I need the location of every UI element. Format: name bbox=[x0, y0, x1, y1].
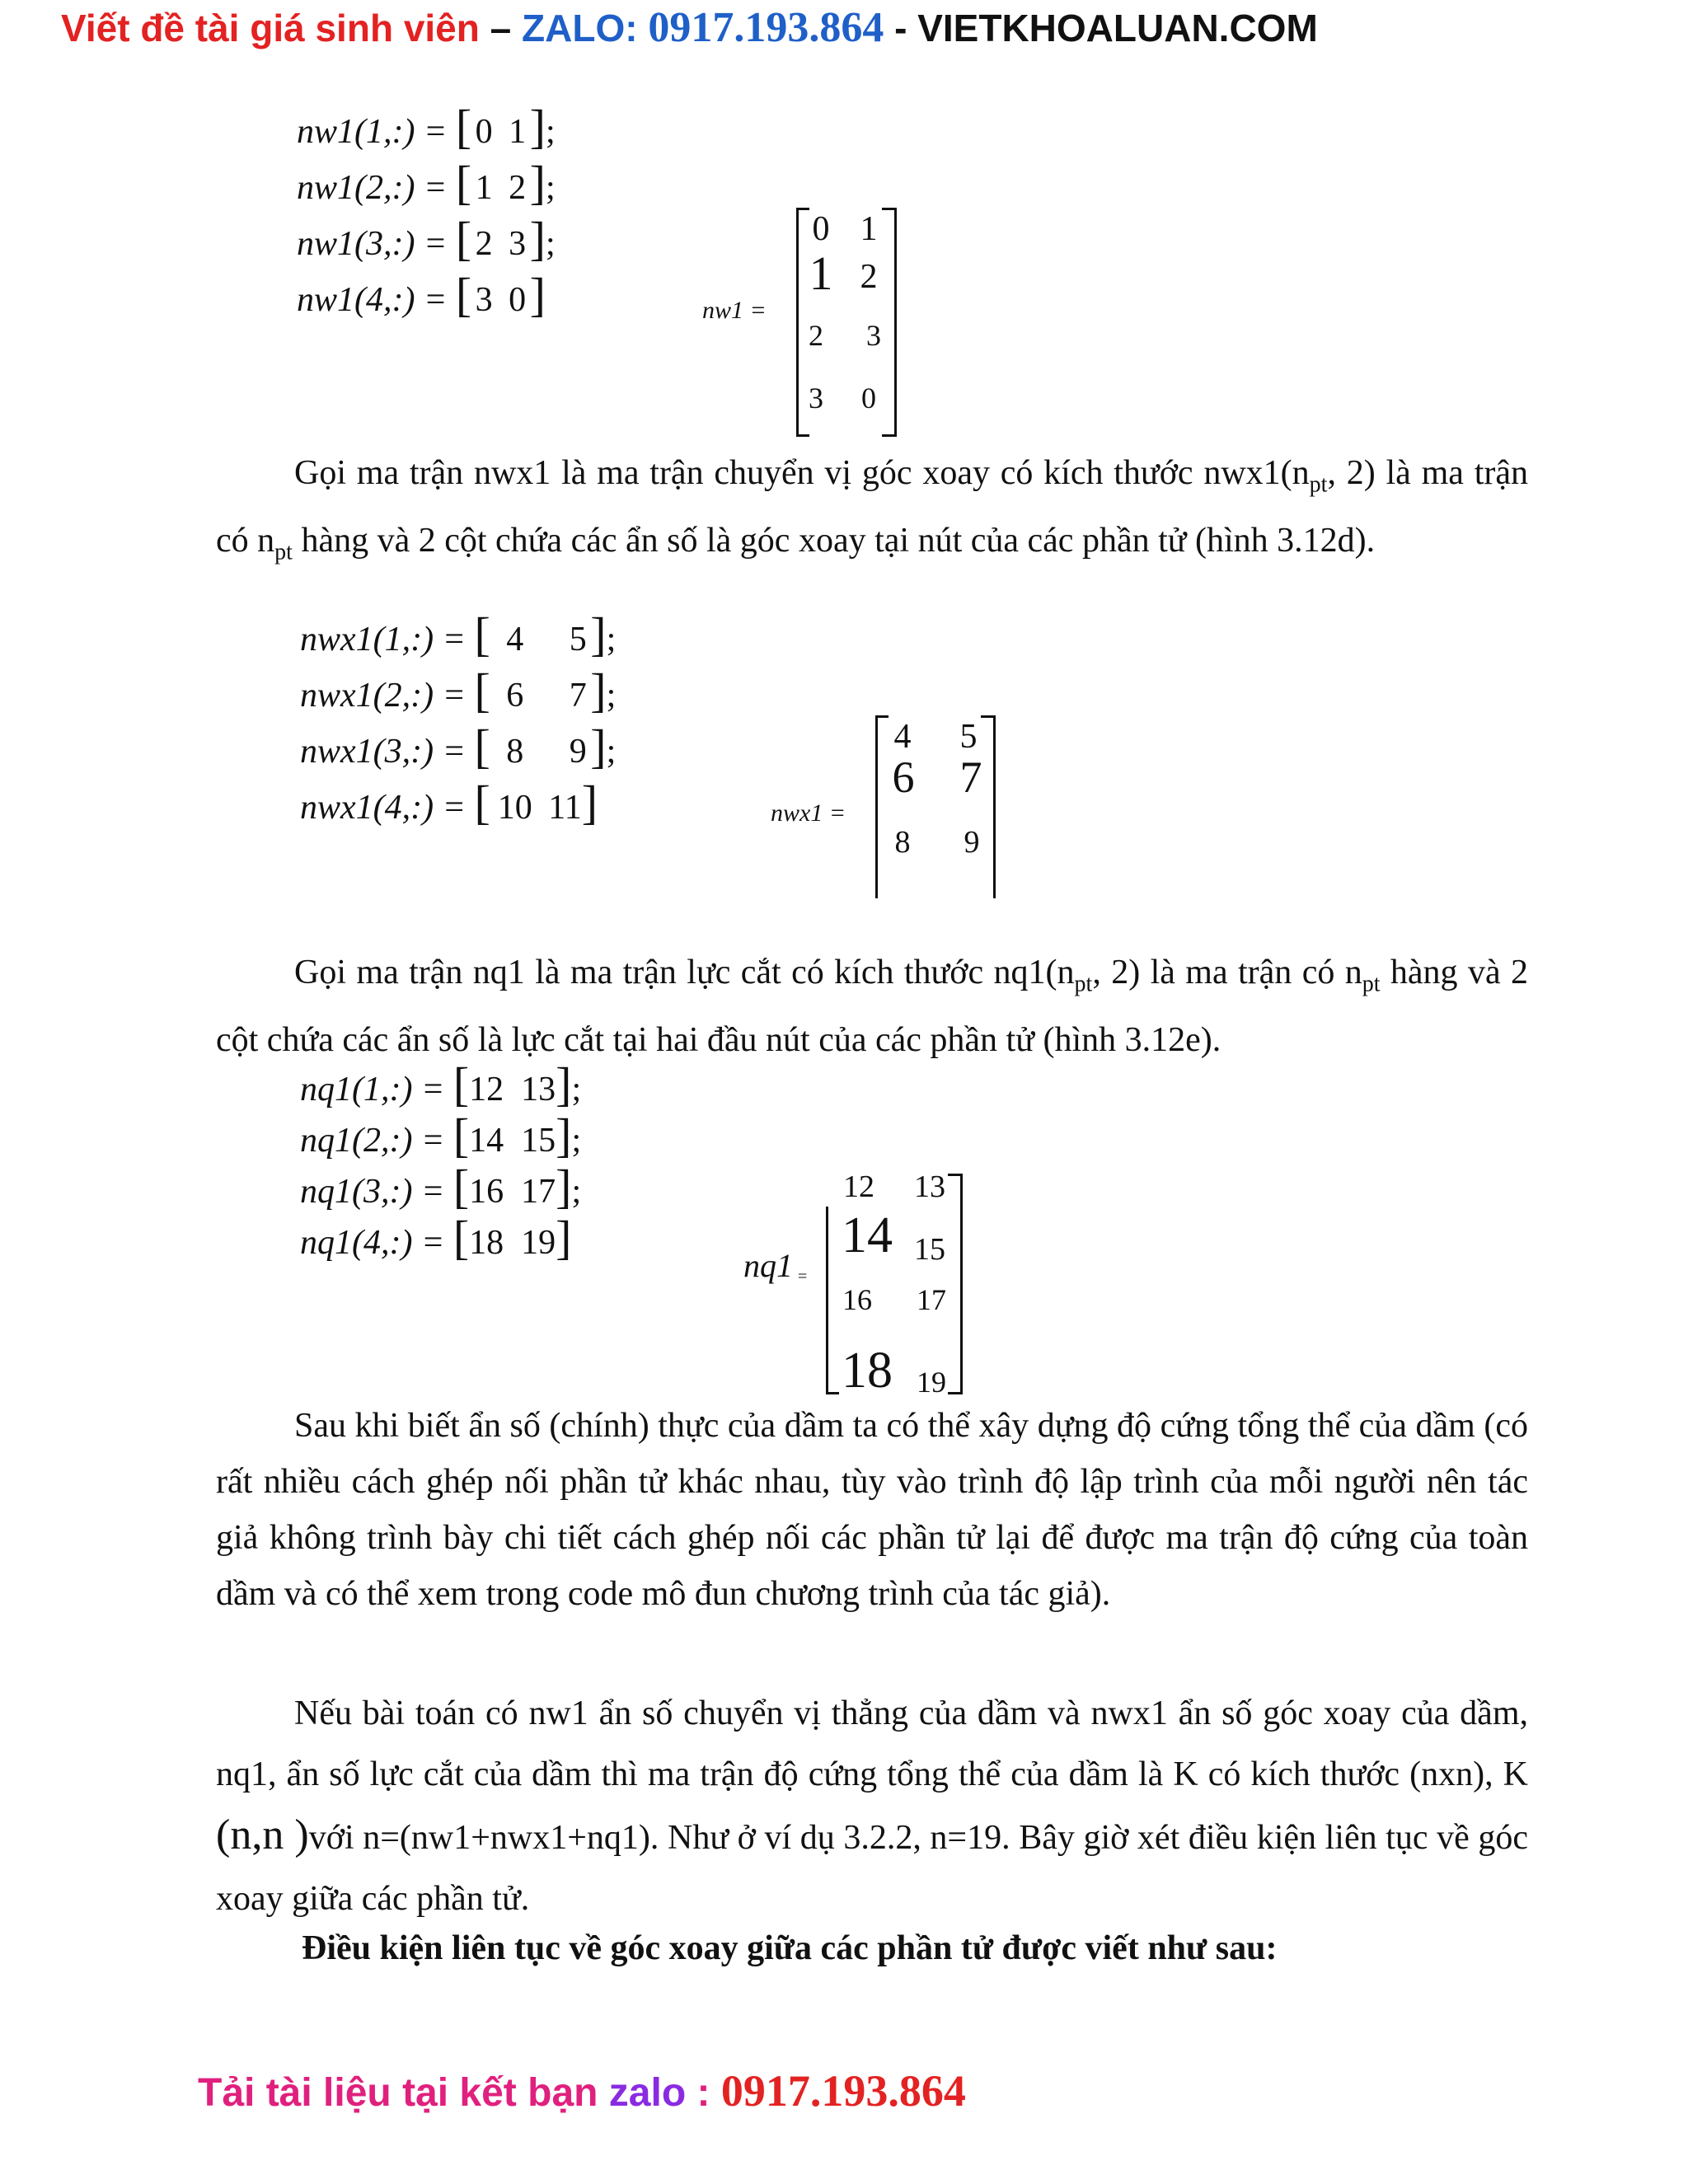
header-separator: – bbox=[479, 7, 523, 49]
matrix-cell: 5 bbox=[959, 718, 978, 756]
nwx1-row-2: nwx1(2,:) = [ 6 7]; bbox=[300, 663, 617, 717]
nw1-row-1: nw1(1,:) = [ 0 1]; bbox=[297, 100, 556, 153]
footer-text: Tải tài liệu tại kết bạn bbox=[198, 2071, 609, 2115]
matrix-cell: 9 bbox=[964, 825, 980, 860]
header-website: VIETKHOALUAN.COM bbox=[917, 7, 1318, 49]
nq1-row-3: nq1(3,:) = [16 17]; bbox=[300, 1160, 582, 1213]
nq1-row-1: nq1(1,:) = [12 13]; bbox=[300, 1057, 582, 1111]
matrix-cell: 1 bbox=[809, 246, 833, 300]
footer-banner bbox=[198, 2065, 966, 2116]
header-separator: - bbox=[884, 7, 918, 49]
matrix-cell: 19 bbox=[917, 1366, 946, 1399]
footer-zalo-label: zalo bbox=[608, 2071, 687, 2115]
nq1-row-2: nq1(2,:) = [14 15]; bbox=[300, 1108, 582, 1162]
header-zalo-label: ZALO: bbox=[522, 7, 649, 49]
paragraph-nq1-definition: Gọi ma trận nq1 là ma trận lực cắt có kích thước $nq1(n_{pt}$, 2) là ma trận có $n_{pt}$ hàng và 2 cột chứa các ẩn số là lực cắt tại hai đầu nút của các phần tử (hình 3.12e). bbox=[216, 954, 1528, 1060]
matrix-cell: 14 bbox=[842, 1207, 893, 1263]
matrix-label: nwx1 = bbox=[771, 799, 846, 827]
matrix-cell: 7 bbox=[959, 752, 982, 802]
matrix-equals: = bbox=[798, 1268, 808, 1286]
matrix-cell: 3 bbox=[809, 382, 823, 415]
matrix-cell: 16 bbox=[842, 1283, 872, 1316]
matrix-cell: 12 bbox=[843, 1169, 874, 1204]
matrix-cell: 13 bbox=[914, 1169, 945, 1204]
matrix-cell: 1 bbox=[860, 210, 878, 248]
matrix-cell: 15 bbox=[914, 1232, 945, 1267]
matrix-label: nw1 = bbox=[702, 297, 767, 324]
footer-colon: : bbox=[686, 2071, 721, 2115]
header-title: Viết đề tài giá sinh viên bbox=[61, 7, 480, 49]
matrix-cell: 18 bbox=[842, 1343, 893, 1399]
header-phone: 0917.193.864 bbox=[648, 4, 884, 51]
matrix-cell: 17 bbox=[917, 1283, 946, 1316]
matrix-cell: 6 bbox=[892, 752, 915, 802]
footer-phone: 0917.193.864 bbox=[720, 2066, 966, 2116]
matrix-cell: 2 bbox=[809, 319, 823, 352]
matrix-cell: 8 bbox=[894, 825, 911, 860]
matrix-cell: 4 bbox=[893, 718, 912, 756]
nw1-row-3: nw1(3,:) = [ 2 3]; bbox=[297, 212, 556, 265]
paragraph-stiffness-assembly: Sau khi biết ẩn số (chính) thực của dầm ta có thể xây dựng độ cứng tổng thể của dầm (có rất nhiều cách ghép nối phần tử khác nhau, tùy vào trình độ lập trình của mỗi người nên tác giả không trình bày chi tiết cách ghép nối các phần tử lại để được ma trận độ cứng của toàn dầm và có thể xem trong code mô đun chương trình của tác giả). bbox=[216, 1407, 1528, 1613]
nwx1-row-1: nwx1(1,:) = [ 4 5]; bbox=[300, 607, 617, 661]
nwx1-row-4: nwx1(4,:) = [ 10 11] bbox=[300, 776, 598, 829]
matrix-cell: 2 bbox=[860, 258, 878, 296]
nwx1-row-3: nwx1(3,:) = [ 8 9]; bbox=[300, 719, 617, 773]
matrix-cell: 3 bbox=[866, 319, 881, 352]
header-banner bbox=[61, 3, 1318, 52]
nw1-row-2: nw1(2,:) = [ 1 2]; bbox=[297, 156, 556, 209]
nq1-row-4: nq1(4,:) = [18 19] bbox=[300, 1211, 572, 1264]
matrix-label: nq1 bbox=[743, 1247, 793, 1284]
nw1-row-4: nw1(4,:) = [ 3 0] bbox=[297, 268, 546, 321]
paragraph-nwx1-definition: Gọi ma trận nwx1 là ma trận chuyển vị góc xoay có kích thước $nwx1(n_{pt}$, 2) là ma trận có $n_{pt}$ hàng và 2 cột chứa các ẩn số là góc xoay tại nút của các phần tử (hình 3.12d). bbox=[216, 454, 1528, 565]
section-heading: Điều kiện liên tục về góc xoay giữa các phần tử được viết như sau: bbox=[302, 1929, 1278, 1967]
matrix-cell: 0 bbox=[861, 382, 876, 415]
matrix-cell: 0 bbox=[812, 210, 830, 248]
paragraph-global-stiffness: Nếu bài toán có nw1 ẩn số chuyển vị thẳng của dầm và nwx1 ẩn số góc xoay của dầm, nq1, ẩn số lực cắt của dầm thì ma trận độ cứng tổng thể của dầm là K có kích thước (nxn), K (n,n )với n=(nw1+nwx1+nq1). Như ở ví dụ 3.2.2, n=19. Bây giờ xét điều kiện liên tục về góc xoay giữa các phần tử. bbox=[216, 1694, 1528, 1918]
